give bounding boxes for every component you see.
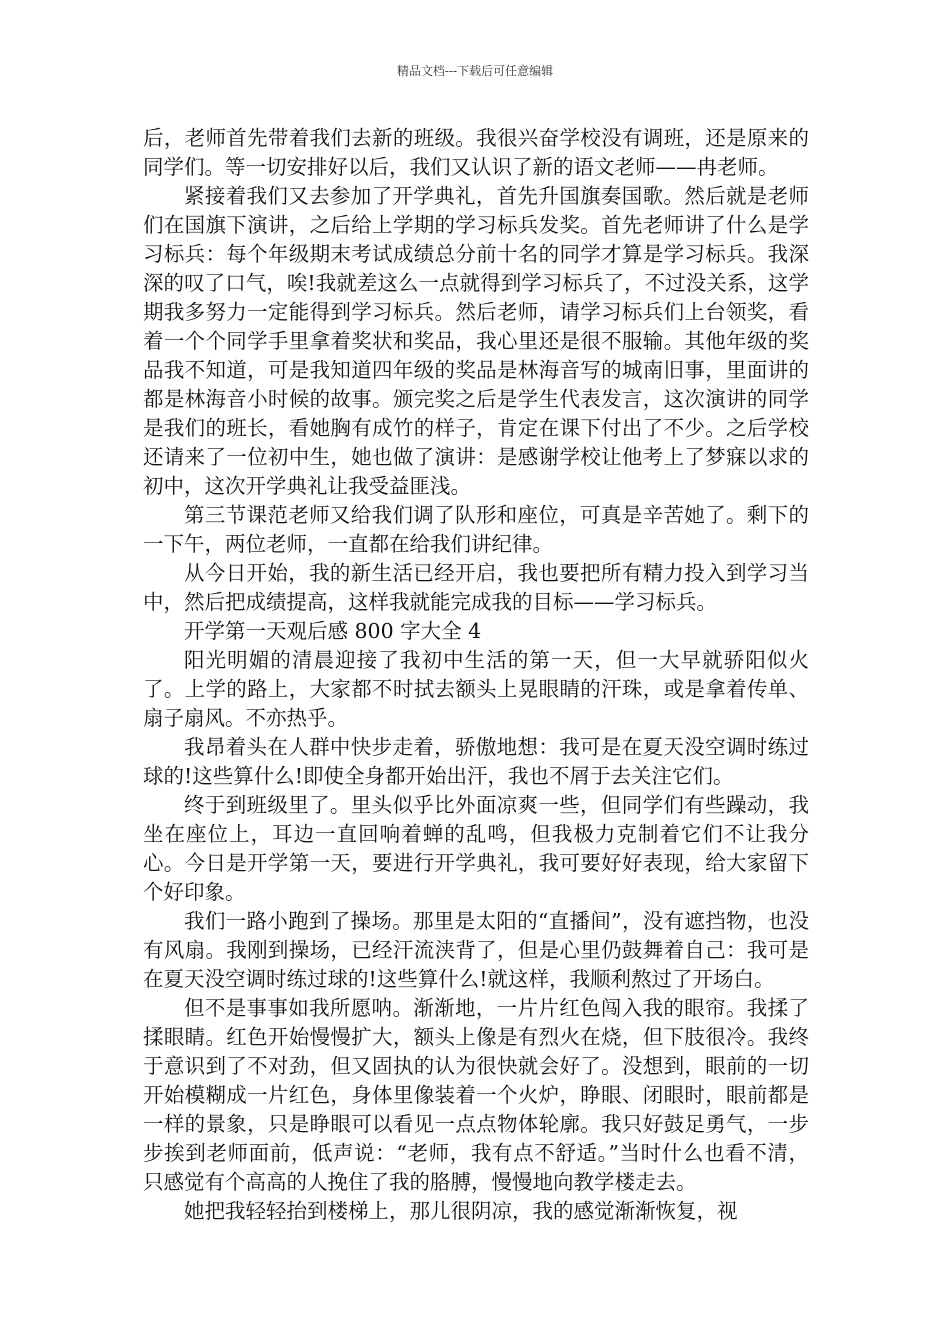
paragraph: 我昂着头在人群中快步走着，骄傲地想：我可是在夏天没空调时练过球的!这些算什么!即使全身都开始出汗，我也不屑于去关注它们。 xyxy=(143,735,809,788)
paragraph: 后，老师首先带着我们去新的班级。我很兴奋学校没有调班，还是原来的同学们。等一切安排好以后，我们又认识了新的语文老师——冉老师。 xyxy=(143,126,809,179)
paragraph: 我们一路小跑到了操场。那里是太阳的“直播间”，没有遮挡物，也没有风扇。我刚到操场，已经汗流浃背了，但是心里仍鼓舞着自己：我可是在夏天没空调时练过球的!这些算什么!就这样，我顺利熬过了开场白。 xyxy=(143,909,809,991)
paragraph: 第三节课范老师又给我们调了队形和座位，可真是辛苦她了。剩下的一下午，两位老师，一直都在给我们讲纪律。 xyxy=(143,503,809,556)
paragraph: 但不是事事如我所愿呐。渐渐地，一片片红色闯入我的眼帘。我揉了揉眼睛。红色开始慢慢扩大，额头上像是有烈火在烧，但下肢很冷。我终于意识到了不对劲，但又固执的认为很快就会好了。没想到，眼前的一切开始模糊成一片红色，身体里像装着一个火炉，睁眼、闭眼时，眼前都是一样的景象，只是睁眼可以看见一点点物体轮廓。我只好鼓足勇气，一步步挨到老师面前，低声说：“老师，我有点不舒适。”当时什么也看不清，只感觉有个高高的人挽住了我的胳膊，慢慢地向教学楼走去。 xyxy=(143,996,809,1194)
paragraph: 紧接着我们又去参加了开学典礼，首先升国旗奏国歌。然后就是老师们在国旗下演讲，之后给上学期的学习标兵发奖。首先老师讲了什么是学习标兵：每个年级期末考试成绩总分前十名的同学才算是学习标兵。我深深的叹了口气，唉!我就差这么一点就得到学习标兵了，不过没关系，这学期我多努力一定能得到学习标兵。然后老师，请学习标兵们上台领奖，看着一个个同学手里拿着奖状和奖品，我心里还是很不服输。其他年级的奖品我不知道，可是我知道四年级的奖品是林海音写的城南旧事，里面讲的都是林海音小时候的故事。颁完奖之后是学生代表发言，这次演讲的同学是我们的班长，看她胸有成竹的样子，肯定在课下付出了不少。之后学校还请来了一位初中生，她也做了演讲：是感谢学校让他考上了梦寐以求的初中，这次开学典礼让我受益匪浅。 xyxy=(143,184,809,498)
paragraph: 从今日开始，我的新生活已经开启，我也要把所有精力投入到学习当中，然后把成绩提高，这样我就能完成我的目标——学习标兵。 xyxy=(143,561,809,614)
document-body xyxy=(143,124,809,1226)
paragraph: 她把我轻轻抬到楼梯上，那儿很阴凉，我的感觉渐渐恢复，视 xyxy=(184,1199,738,1223)
paragraph: 终于到班级里了。里头似乎比外面凉爽一些，但同学们有些躁动，我坐在座位上，耳边一直回响着蝉的乱鸣，但我极力克制着它们不让我分心。今日是开学第一天，要进行开学典礼，我可要好好表现，给大家留下个好印象。 xyxy=(143,793,809,904)
paragraph: 阳光明媚的清晨迎接了我初中生活的第一天，但一大早就骄阳似火了。上学的路上，大家都不时拭去额头上晃眼睛的汗珠，或是拿着传单、扇子扇风。不亦热乎。 xyxy=(143,648,809,730)
section-title: 开学第一天观后感 800 字大全 4 xyxy=(184,619,482,643)
page-header: 精品文档---下载后可任意编辑 xyxy=(396,64,554,78)
